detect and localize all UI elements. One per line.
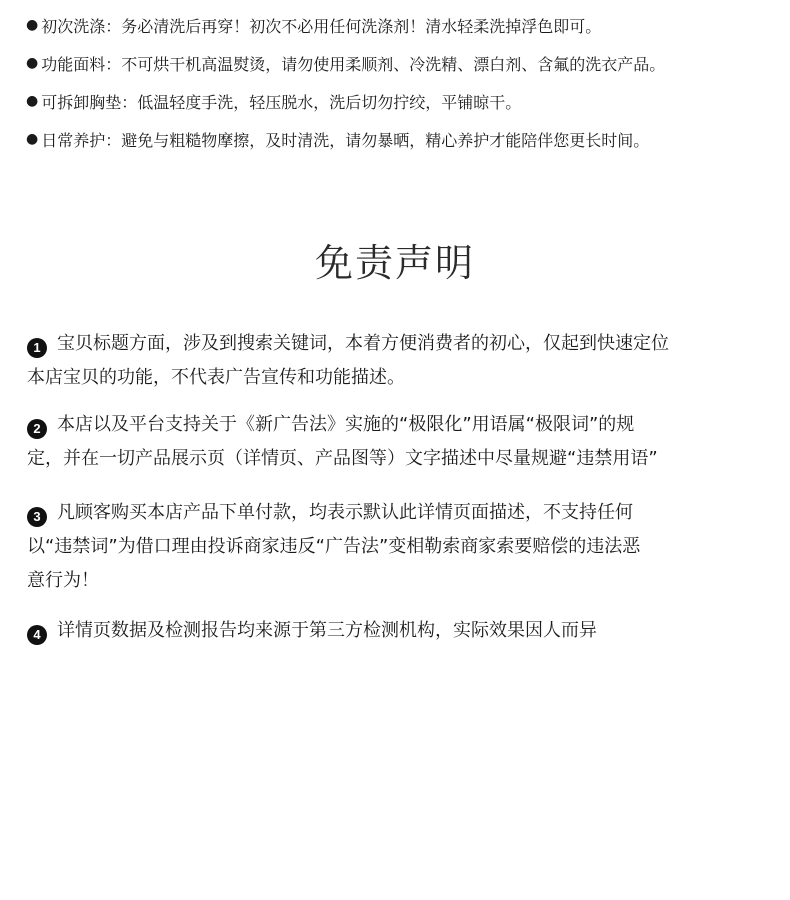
bullet-icon: ● (26, 17, 39, 33)
care-item-text: 务必清洗后再穿！初次不必用任何洗涤剂！清水轻柔洗掉浮色即可。 (121, 16, 602, 36)
number-badge-icon: 4 (27, 625, 47, 645)
number-badge-icon: 2 (27, 419, 47, 439)
care-item-text: 避免与粗糙物摩擦，及时清洗，请勿暴晒，精心养护才能陪伴您更长时间。 (121, 130, 650, 150)
disclaimer-list (27, 327, 767, 648)
number-badge-icon: 1 (27, 338, 47, 358)
care-item-label: 功能面料： (41, 54, 122, 74)
care-item-text: 低温轻度手洗，轻压脱水，洗后切勿拧绞，平铺晾干。 (137, 92, 522, 112)
disclaimer-item (27, 496, 767, 598)
care-instructions (26, 6, 786, 158)
disclaimer-title: 免责声明 (314, 241, 475, 285)
disclaimer-line: 详情页数据及检测报告均来源于第三方检测机构，实际效果因人而异 (57, 620, 597, 641)
care-item (26, 6, 786, 44)
disclaimer-item (27, 327, 767, 395)
disclaimer-line: 本店以及平台支持关于《新广告法》实施的“极限化”用语属“极限词”的规 (57, 414, 635, 435)
care-item-text: 不可烘干机高温熨烫，请勿使用柔顺剂、冷洗精、漂白剂、含氟的洗衣产品。 (121, 54, 666, 74)
disclaimer-line: 宝贝标题方面，涉及到搜索关键词，本着方便消费者的初心，仅起到快速定位 (57, 333, 669, 354)
disclaimer-line: 以“违禁词”为借口理由投诉商家违反“广告法”变相勒索商家索要赔偿的违法恶 (27, 536, 641, 557)
care-item (26, 82, 786, 120)
disclaimer-item (27, 408, 767, 476)
disclaimer-line: 本店宝贝的功能，不代表广告宣传和功能描述。 (27, 367, 405, 388)
care-item (26, 120, 786, 158)
bullet-icon: ● (26, 131, 39, 147)
care-item-label: 初次洗涤： (41, 16, 122, 36)
number-badge-icon: 3 (27, 507, 47, 527)
care-item-label: 日常养护： (41, 130, 122, 150)
bullet-icon: ● (26, 55, 39, 71)
disclaimer-line: 意行为！ (27, 570, 99, 591)
disclaimer-line: 凡顾客购买本店产品下单付款，均表示默认此详情页面描述，不支持任何 (57, 502, 633, 523)
disclaimer-item (27, 614, 767, 648)
disclaimer-line: 定，并在一切产品展示页（详情页、产品图等）文字描述中尽量规避“违禁用语” (27, 448, 658, 469)
bullet-icon: ● (26, 93, 39, 109)
care-item-label: 可拆卸胸垫： (41, 92, 138, 112)
care-item (26, 44, 786, 82)
